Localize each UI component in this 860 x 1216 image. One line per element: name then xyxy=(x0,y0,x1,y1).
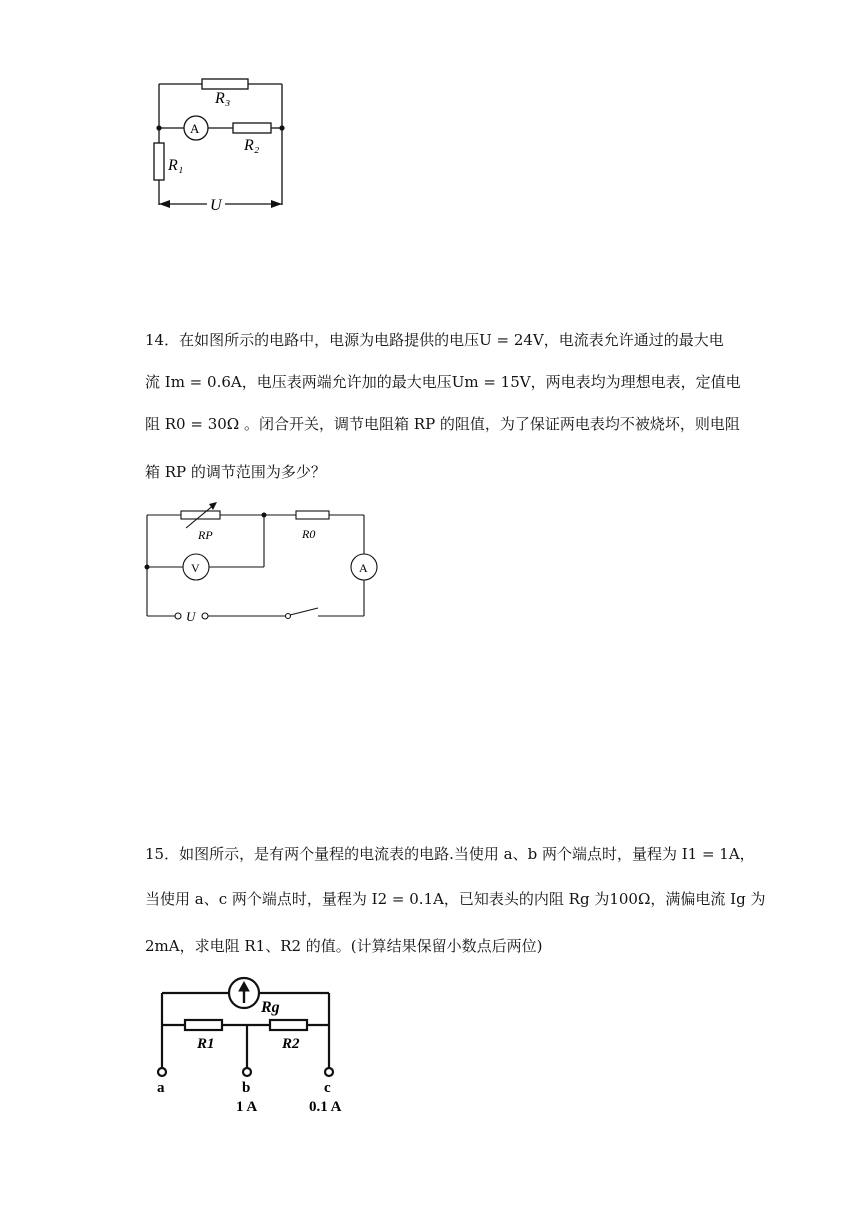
question-number: 14． xyxy=(145,331,180,349)
question-text-line: 箱 RP 的调节范围为多少？ xyxy=(145,463,326,481)
question-text-line: 阻 R0 = 30Ω 。闭合开关，调节电阻箱 RP 的阻值，为了保证两电表均不被烧坏，则电阻 xyxy=(145,415,740,433)
question-text-line: 在如图所示的电路中，电源为电路提供的电压U = 24V，电流表允许通过的最大电 xyxy=(179,331,724,349)
range-01a-label: 0.1 A xyxy=(309,1099,342,1115)
u-label: U xyxy=(186,609,196,624)
question-text-line: 流 Im = 0.6A，电压表两端允许加的最大电压Um = 15V，两电表均为理想电表，定值电 xyxy=(145,373,741,391)
terminal-a-label: a xyxy=(157,1080,165,1096)
r0-label: R0 xyxy=(302,527,316,541)
question-text-line: 如图所示，是有两个量程的电流表的电路.当使用 a、b 两个端点时，量程为 I1 = 1A， xyxy=(179,845,755,863)
r2-label: R2 xyxy=(282,1036,300,1052)
question-number: 15． xyxy=(145,845,180,863)
terminal-c-label: c xyxy=(324,1080,331,1096)
circuit-diagram-1 xyxy=(140,70,310,220)
r1-label: R1 xyxy=(197,1036,215,1052)
range-1a-label: 1 A xyxy=(236,1099,258,1115)
r3-label: R₃ xyxy=(215,90,231,107)
question-text-line: 当使用 a、c 两个端点时，量程为 I2 = 0.1A，已知表头的内阻 Rg 为100Ω，满偏电流 Ig 为 xyxy=(145,890,766,908)
rp-label: RP xyxy=(198,528,213,542)
r1-label: R₁ xyxy=(168,157,184,174)
ammeter-label: A xyxy=(359,561,368,575)
ammeter-label: A xyxy=(190,121,200,136)
voltmeter-label: V xyxy=(191,561,200,575)
u-label: U xyxy=(210,197,222,214)
circuit-diagram-2 xyxy=(140,500,380,625)
terminal-b-label: b xyxy=(242,1080,251,1096)
r2-label: R₂ xyxy=(244,137,260,154)
rg-label: Rg xyxy=(261,999,280,1016)
question-text-line: 2mA，求电阻 R1、R2 的值。(计算结果保留小数点后两位) xyxy=(145,937,543,955)
circuit-diagram-3 xyxy=(150,975,360,1120)
